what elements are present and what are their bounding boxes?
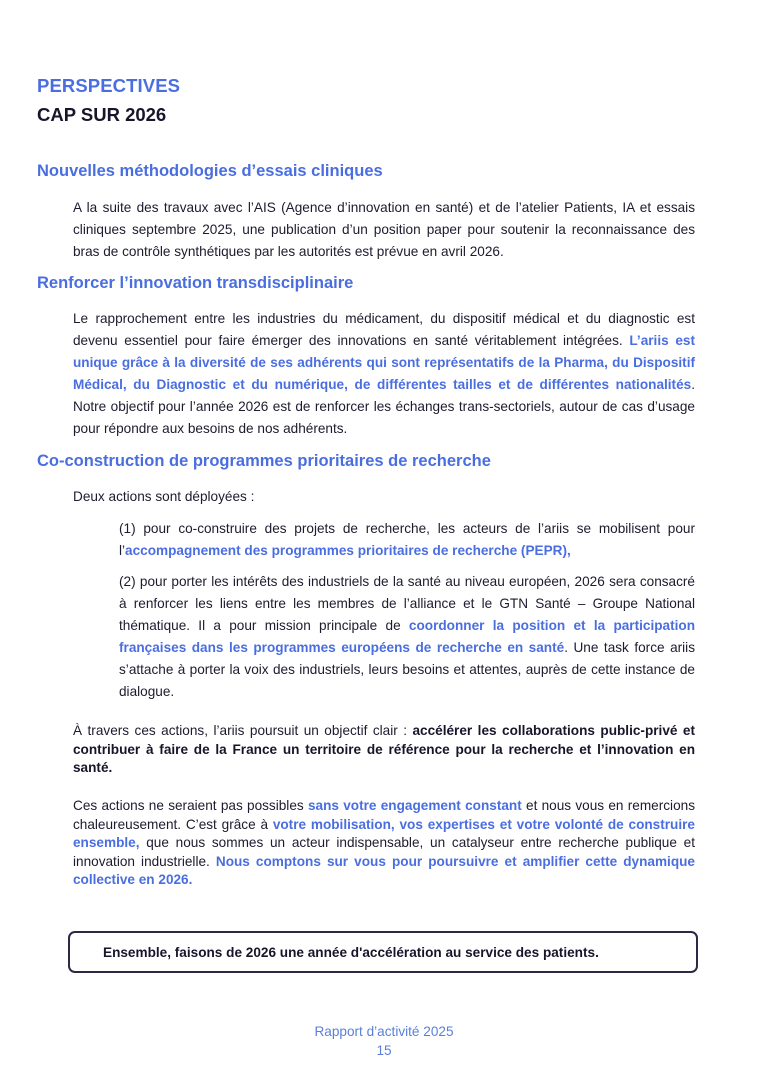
section-kicker: PERSPECTIVES xyxy=(37,75,181,96)
heading-research-programs: Co-construction de programmes prioritaires de recherche xyxy=(37,452,491,470)
highlight-text: coordonner la position et la participation françaises dans les programmes européens de recherche en santé xyxy=(119,618,696,655)
paragraph-intro: Deux actions sont déployées : xyxy=(73,489,255,504)
footer-report-title: Rapport d’activité 2025 xyxy=(314,1024,454,1039)
highlight-text: accompagnement des programmes prioritaires de recherche (PEPR), xyxy=(125,543,571,558)
heading-clinical-trials: Nouvelles méthodologies d’essais cliniques xyxy=(37,162,383,180)
paragraph-conclusion xyxy=(73,722,695,778)
list-item-action-1 xyxy=(119,518,695,562)
paragraph-text: (2) pour porter les intérêts des industriels de la santé au niveau européen, 2026 sera consacré à renforcer les liens entre les membres de l’alliance et le GTN Santé – Groupe National thématique. Il a pour mission principale de xyxy=(119,574,695,633)
paragraph-text: . Une task force ariis s’attache à porter la voix des industriels, leurs besoins et attentes, auprès de cette instance de dialogue. xyxy=(119,640,695,699)
highlight-text: sans votre engagement constant xyxy=(307,798,522,813)
callout-box xyxy=(68,931,698,973)
paragraph-text: Le rapprochement entre les industries du médicament, du dispositif médical et du diagnostic est devenu essentiel pour faire émerger des innovations en santé véritablement intégrées. xyxy=(73,311,695,348)
paragraph-thanks xyxy=(73,797,695,890)
list-item-action-2 xyxy=(119,571,695,703)
callout-text: Ensemble, faisons de 2026 une année d'accélération au service des patients. xyxy=(103,944,599,960)
heading-transdisciplinary: Renforcer l’innovation transdisciplinaire xyxy=(37,274,354,292)
paragraph-text: À travers ces actions, l’ariis poursuit un objectif clair : xyxy=(73,723,413,738)
paragraph-text: . Notre objectif pour l’année 2026 est de renforcer les échanges trans-sectoriels, autour de cas d’usage pour répondre aux besoins de nos adhérents. xyxy=(73,377,695,436)
paragraph-text: que nous sommes un acteur indispensable, un catalyseur entre recherche publique et innovation industrielle. xyxy=(73,835,695,869)
page-title: CAP SUR 2026 xyxy=(37,104,167,125)
highlight-text: votre mobilisation, vos expertises et votre volonté de construire ensemble, xyxy=(73,816,695,851)
strong-text: accélérer les collaborations public-privé et contribuer à faire de la France un territoire de référence pour la recherche et l’innovation en santé. xyxy=(73,723,695,776)
paragraph-text: (1) pour co-construire des projets de recherche, les acteurs de l’ariis se mobilisent pour l’ xyxy=(119,521,695,558)
highlight-text: L’ariis est unique grâce à la diversité de ses adhérents qui sont représentatifs de la Pharma, du Dispositif Médical, du Diagnostic et du numérique, de différentes tailles et de différentes nationalités xyxy=(73,333,695,392)
paragraph-transdisciplinary xyxy=(73,308,695,440)
page-number: 15 xyxy=(376,1043,392,1058)
highlight-text: Nous comptons sur vous pour poursuivre et amplifier cette dynamique collective en 2026. xyxy=(73,853,695,888)
paragraph-text: Ces actions ne seraient pas possibles xyxy=(73,798,308,813)
paragraph-clinical-trials: A la suite des travaux avec l’AIS (Agence d’innovation en santé) et de l’atelier Patients, IA et essais cliniques septembre 2025, une publication d’un position paper pour soutenir la reconnaissance des bras de contrôle synthétiques par les autorités est prévue en avril 2026. xyxy=(73,200,695,259)
paragraph-text: et nous vous en remercions chaleureusement. C’est grâce à xyxy=(73,798,695,832)
